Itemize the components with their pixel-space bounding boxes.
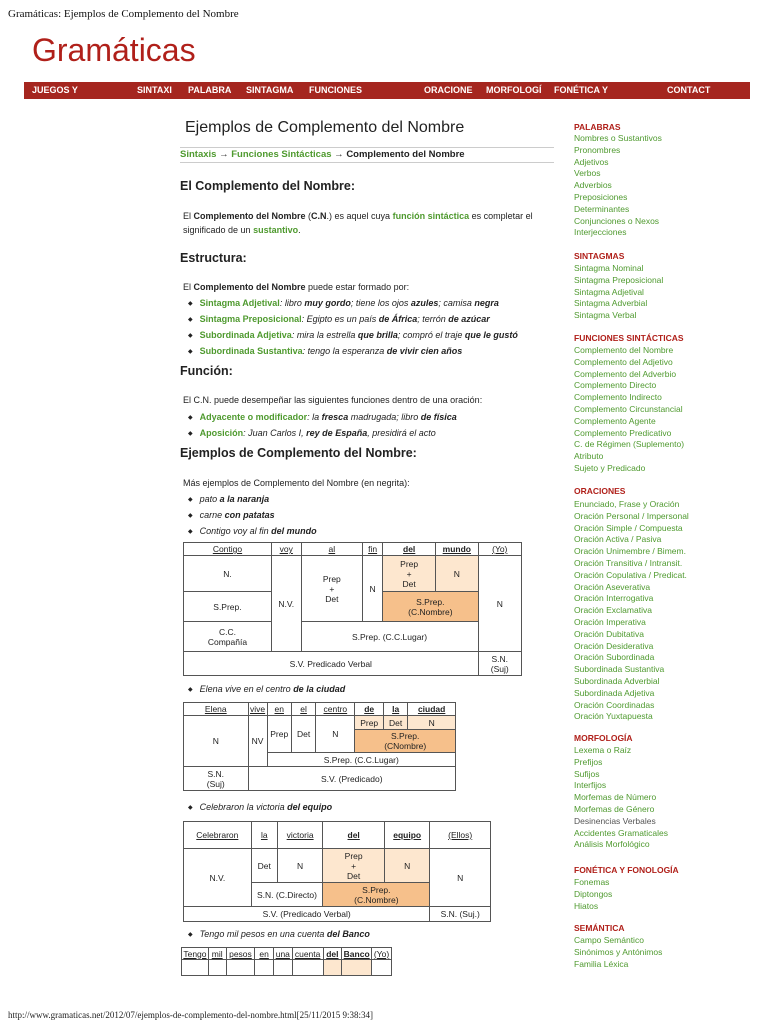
sidebar-heading-palabras: PALABRAS: [574, 122, 621, 132]
word-cell: del: [323, 948, 342, 960]
heading-estructura: Estructura:: [180, 251, 247, 265]
analysis-cell: N: [408, 716, 456, 730]
sidebar-link[interactable]: Oración Activa / Pasiva: [574, 534, 662, 545]
analysis-table-1: [183, 542, 522, 676]
nav-item-juegos[interactable]: JUEGOS Y: [32, 85, 78, 95]
sidebar-link[interactable]: Familia Léxica: [574, 958, 629, 969]
sidebar-link[interactable]: Determinantes: [574, 203, 630, 214]
nav-item-oraciones[interactable]: ORACIONE: [424, 85, 473, 95]
definition-paragraph: [183, 209, 553, 237]
analysis-cell: [342, 960, 372, 976]
text: Contigo voy al fin: [199, 526, 272, 536]
sidebar-link[interactable]: C. de Régimen (Suplemento): [574, 439, 685, 450]
heading-definicion: El Complemento del Nombre:: [180, 179, 356, 193]
text: madrugada; libro: [348, 412, 421, 422]
nav-item-funciones[interactable]: FUNCIONES: [309, 85, 363, 95]
analysis-cell: N: [184, 716, 249, 767]
site-title[interactable]: Gramáticas: [32, 32, 196, 68]
sidebar-link[interactable]: Morfemas de Número: [574, 792, 657, 803]
word-cell: fin: [363, 543, 383, 556]
sidebar-heading-oraciones: ORACIONES: [574, 486, 626, 496]
sidebar-link[interactable]: Diptongos: [574, 888, 613, 899]
sidebar-link[interactable]: Sintagma Adjetival: [574, 286, 644, 297]
sidebar-link[interactable]: Adjetivos: [574, 156, 609, 167]
analysis-cell: N: [363, 556, 383, 622]
sidebar-link[interactable]: Adverbios: [574, 180, 612, 191]
sidebar-heading-funciones: FUNCIONES SINTÁCTICAS: [574, 333, 684, 343]
word-cell: en: [267, 703, 291, 716]
word-cell: (Yo): [372, 948, 392, 960]
analysis-cell: N: [436, 556, 478, 592]
text: Celebraron la victoria: [199, 802, 288, 812]
sidebar-link[interactable]: Oración Exclamativa: [574, 605, 652, 616]
analysis-cell: S.Prep. (C.C.Lugar): [267, 753, 455, 767]
word-cell: del: [323, 822, 385, 849]
analysis-table-4: [181, 947, 392, 976]
text: con patatas: [224, 510, 275, 520]
text: de azúcar: [448, 314, 490, 324]
text: de vivir cien años: [386, 346, 463, 356]
text: pato: [199, 494, 220, 504]
sidebar-link[interactable]: Nombres o Sustantivos: [574, 133, 662, 143]
sidebar-heading-fonetica: FONÉTICA Y FONOLOGÍA: [574, 865, 679, 875]
text: Elena vive en el centro: [199, 684, 294, 694]
sidebar-link[interactable]: Interjecciones: [574, 227, 627, 238]
word-cell: pesos: [226, 948, 255, 960]
text: , presidirá el acto: [367, 428, 436, 438]
text: El: [183, 282, 194, 292]
document-footer-url: http://www.gramaticas.net/2012/07/ejemplos-de-complemento-del-nombre.html[25/11/2015 9:38:34]: [8, 1010, 374, 1020]
text: puede estar formado por:: [305, 282, 410, 292]
word-cell: en: [255, 948, 274, 960]
sidebar-link[interactable]: Oración Dubitativa: [574, 628, 644, 639]
analysis-cell: S.Prep.: [184, 592, 272, 622]
sidebar-link[interactable]: Complemento Indirecto: [574, 392, 662, 403]
sidebar-link[interactable]: Complemento Directo: [574, 380, 657, 391]
sidebar-list-morfologia: [574, 745, 668, 851]
text: a la naranja: [219, 494, 270, 504]
link-sintagma-preposicional[interactable]: Sintagma Preposicional: [199, 314, 302, 324]
sidebar-link[interactable]: Lexema o Raíz: [574, 745, 632, 755]
text: azules: [410, 298, 439, 308]
text: .) es aquel cuya: [326, 211, 393, 221]
word-cell: del: [383, 543, 436, 556]
list-item: [188, 409, 457, 425]
estructura-list: [188, 295, 518, 359]
text: carne: [199, 510, 225, 520]
sidebar-link[interactable]: Verbos: [574, 168, 601, 179]
analysis-table-3: [183, 821, 491, 922]
list-item: [188, 295, 518, 311]
sidebar-link[interactable]: Sintagma Verbal: [574, 310, 637, 321]
sidebar-link[interactable]: Complemento del Adjetivo: [574, 356, 673, 367]
list-item: [188, 343, 518, 359]
sidebar-link[interactable]: Complemento Agente: [574, 415, 656, 426]
word-cell: el: [291, 703, 315, 716]
word-cell: la: [251, 822, 277, 849]
text: ; compró el traje: [397, 330, 465, 340]
word-cell: centro: [316, 703, 355, 716]
analysis-cell: N.V.: [271, 556, 301, 652]
analysis-cell: [273, 960, 292, 976]
sidebar-link[interactable]: Fonemas: [574, 877, 610, 887]
nav-item-contacto[interactable]: CONTACT: [667, 85, 711, 95]
text: : tengo la esperanza: [302, 346, 387, 356]
sidebar-link[interactable]: Subordinada Sustantiva: [574, 664, 665, 675]
sidebar-list-fonetica: [574, 877, 612, 912]
breadcrumb-arrow: →: [331, 149, 347, 160]
sidebar-link[interactable]: Oración Yuxtapuesta: [574, 711, 653, 722]
analysis-cell: N.: [184, 556, 272, 592]
analysis-cell: [255, 960, 274, 976]
sidebar-link[interactable]: Oración Unimembre / Bimem.: [574, 546, 686, 557]
analysis-cell: N.V.: [184, 849, 252, 907]
text: es completar el significado de un: [183, 211, 533, 235]
sidebar-link[interactable]: Oración Interrogativa: [574, 593, 654, 604]
sidebar-heading-semantica: SEMÁNTICA: [574, 923, 625, 933]
sidebar-link[interactable]: Oración Coordinadas: [574, 699, 655, 710]
word-cell: Celebraron: [184, 822, 252, 849]
analysis-cell: S.N. (Suj.): [430, 907, 491, 922]
analysis-cell: Det: [383, 716, 407, 730]
breadcrumb-arrow: →: [216, 149, 232, 160]
breadcrumb-current: Complemento del Nombre: [346, 149, 465, 160]
word-cell: Tengo: [183, 948, 207, 959]
sidebar-link[interactable]: Enunciado, Frase y Oración: [574, 499, 680, 509]
sidebar-link[interactable]: Pronombres: [574, 144, 621, 155]
analysis-cell: [372, 960, 392, 976]
sidebar-list-oraciones: [574, 499, 689, 723]
sidebar-link[interactable]: Oración Aseverativa: [574, 581, 651, 592]
sidebar-link[interactable]: Sujeto y Predicado: [574, 462, 646, 473]
text: del equipo: [287, 802, 333, 812]
analysis-cell: S.Prep. (C.Nombre): [383, 592, 478, 622]
analysis-cell: N: [430, 849, 491, 907]
breadcrumb-sintaxis[interactable]: Sintaxis: [180, 149, 217, 160]
analysis-cell: N: [478, 556, 521, 652]
analysis-cell: [208, 960, 226, 976]
analysis-cell: Prep + Det: [383, 556, 436, 592]
nav-item-sintagmas[interactable]: SINTAGMA: [246, 85, 294, 95]
word-cell: una: [273, 948, 292, 960]
text: : Juan Carlos I,: [243, 428, 307, 438]
text: El: [183, 211, 194, 221]
analysis-cell: [226, 960, 255, 976]
word-cell: Banco: [343, 948, 370, 959]
analysis-cell: S.V. (Predicado): [248, 767, 455, 791]
heading-ejemplos: Ejemplos de Complemento del Nombre:: [180, 446, 417, 460]
sidebar-heading-morfologia: MORFOLOGÍA: [574, 733, 633, 743]
sidebar-link[interactable]: Complemento Predicativo: [574, 427, 672, 438]
link-aposicion[interactable]: Aposición: [199, 428, 244, 438]
analysis-cell: S.Prep. (CNombre): [355, 730, 456, 753]
list-item: [188, 425, 457, 441]
text: que le gustó: [464, 330, 518, 340]
list-item: [188, 523, 317, 539]
sidebar-list-semantica: [574, 935, 662, 970]
analysis-cell: Prep: [355, 716, 384, 730]
ejemplo-3: [188, 799, 332, 815]
text: ; terrón: [417, 314, 449, 324]
text: ; camisa: [438, 298, 475, 308]
document-header: Gramáticas: Ejemplos de Complemento del Nombre: [8, 8, 239, 20]
sidebar-link[interactable]: Sinónimos y Antónimos: [574, 946, 663, 957]
analysis-cell: S.Prep. (C.Nombre): [323, 883, 430, 907]
main-nav: [24, 82, 750, 99]
word-cell: equipo: [384, 822, 429, 849]
text: de física: [420, 412, 457, 422]
funcion-intro: El C.N. puede desempeñar las siguientes funciones dentro de una oración:: [183, 395, 483, 405]
analysis-cell: S.V. Predicado Verbal: [184, 652, 479, 676]
link-sintagma-adjetival[interactable]: Sintagma Adjetival: [199, 298, 280, 308]
sidebar-link[interactable]: Accidentes Gramaticales: [574, 827, 669, 838]
sidebar-link[interactable]: Oración Personal / Impersonal: [574, 510, 689, 521]
nav-item-morfologia[interactable]: MORFOLOGÍ: [486, 85, 542, 95]
list-item: [188, 311, 518, 327]
sidebar-link[interactable]: Oración Imperativa: [574, 616, 646, 627]
sidebar-list-funciones: [574, 345, 684, 475]
list-item: [188, 327, 518, 343]
word-cell: (Yo): [478, 543, 521, 556]
word-cell: de: [355, 703, 384, 716]
sidebar-link[interactable]: Hiatos: [574, 900, 599, 911]
link-adyacente[interactable]: Adyacente o modificador: [199, 412, 308, 422]
sidebar-link[interactable]: Oración Copulativa / Predicat.: [574, 569, 687, 580]
word-cell: victoria: [277, 822, 322, 849]
analysis-cell: NV: [248, 716, 267, 767]
text: rey de España: [306, 428, 368, 438]
text: del Banco: [326, 929, 370, 939]
sidebar-link[interactable]: Subordinada Adverbial: [574, 675, 660, 686]
ejemplo-2: [188, 681, 345, 697]
list-item: [188, 926, 370, 942]
analysis-cell: Prep + Det: [301, 556, 362, 622]
analysis-cell: C.C. Compañía: [184, 622, 272, 652]
word-cell: voy: [271, 543, 301, 556]
analysis-cell: [292, 960, 323, 976]
text: de la ciudad: [293, 684, 346, 694]
sidebar-link[interactable]: Prefijos: [574, 756, 603, 767]
text: negra: [474, 298, 499, 308]
text: C.N: [311, 211, 327, 221]
analysis-cell: Prep: [267, 716, 291, 753]
word-cell: Elena: [184, 703, 249, 716]
sidebar-link[interactable]: Interfijos: [574, 780, 607, 791]
nav-item-sintaxis[interactable]: SINTAXI: [137, 85, 172, 95]
ejemplo-4: [188, 926, 370, 942]
link-sustantivo[interactable]: sustantivo: [253, 225, 299, 235]
ejemplos-list: [188, 491, 317, 539]
text: : Egipto es un país: [301, 314, 379, 324]
sidebar-link[interactable]: Morfemas de Género: [574, 803, 655, 814]
sidebar-link[interactable]: Sintagma Nominal: [574, 263, 644, 273]
text: Complemento del Nombre: [193, 282, 306, 292]
text: : libro: [279, 298, 305, 308]
page-title: Ejemplos de Complemento del Nombre: [185, 119, 465, 136]
link-subordinada-adjetiva[interactable]: Subordinada Adjetiva: [199, 330, 292, 340]
link-funcion-sintactica[interactable]: función sintáctica: [392, 211, 470, 221]
word-cell: Contigo: [184, 543, 272, 556]
text: : mira la estrella: [291, 330, 358, 340]
analysis-cell: S.N. (C.Directo): [251, 883, 323, 907]
analysis-cell: N: [277, 849, 322, 883]
sidebar-link[interactable]: Desinencias Verbales: [574, 815, 656, 826]
breadcrumb: [180, 147, 554, 163]
word-cell: al: [301, 543, 362, 556]
text: : la: [307, 412, 322, 422]
sidebar-list-palabras: [574, 133, 662, 239]
text: del mundo: [271, 526, 317, 536]
sidebar-link[interactable]: Preposiciones: [574, 191, 628, 202]
text: que brilla: [357, 330, 398, 340]
breadcrumb-funciones[interactable]: Funciones Sintácticas: [231, 149, 332, 160]
sidebar-link[interactable]: Conjunciones o Nexos: [574, 215, 660, 226]
analysis-cell: N: [384, 849, 429, 883]
analysis-cell: S.Prep. (C.C.Lugar): [301, 622, 478, 652]
list-item: [188, 507, 317, 523]
funcion-list: [188, 409, 457, 441]
sidebar-link[interactable]: Complemento del Nombre: [574, 345, 674, 355]
list-item: [188, 491, 317, 507]
word-cell: vive: [250, 704, 266, 714]
word-cell: la: [383, 703, 407, 716]
sidebar-heading-sintagmas: SINTAGMAS: [574, 251, 625, 261]
analysis-cell: S.V. (Predicado Verbal): [184, 907, 430, 922]
list-item: [188, 681, 345, 697]
analysis-cell: Det: [251, 849, 277, 883]
nav-item-fonetica[interactable]: FONÉTICA Y: [554, 85, 609, 95]
sidebar-link[interactable]: Campo Semántico: [574, 935, 644, 945]
word-cell: ciudad: [408, 703, 456, 716]
analysis-cell: N: [316, 716, 355, 753]
analysis-cell: S.N. (Suj): [184, 767, 249, 791]
sidebar-link[interactable]: Complemento del Adverbio: [574, 368, 677, 379]
sidebar-link[interactable]: Sintagma Adverbial: [574, 298, 648, 309]
analysis-cell: [182, 960, 209, 976]
link-subordinada-sustantiva[interactable]: Subordinada Sustantiva: [199, 346, 303, 356]
sidebar-link[interactable]: Sintagma Preposicional: [574, 274, 664, 285]
ejemplos-intro: Más ejemplos de Complemento del Nombre (en negrita):: [183, 478, 410, 488]
sidebar-link[interactable]: Oración Simple / Compuesta: [574, 522, 683, 533]
text: fresca: [321, 412, 349, 422]
word-cell: (Ellos): [430, 822, 491, 849]
text: Complemento del Nombre: [193, 211, 306, 221]
sidebar-link[interactable]: Subordinada Adjetiva: [574, 687, 655, 698]
text: muy gordo: [304, 298, 351, 308]
nav-item-palabras[interactable]: PALABRA: [188, 85, 232, 95]
estructura-intro: [183, 280, 409, 294]
analysis-cell: [323, 960, 342, 976]
text: (: [305, 211, 312, 221]
sidebar-link[interactable]: Oración Transitiva / Intransit.: [574, 557, 683, 568]
word-cell: mundo: [436, 543, 478, 556]
analysis-cell: Det: [291, 716, 315, 753]
sidebar-link[interactable]: Oración Subordinada: [574, 652, 655, 663]
text: .: [298, 225, 301, 235]
analysis-table-2: [183, 702, 456, 791]
analysis-cell: S.N. (Suj): [478, 652, 521, 676]
sidebar-list-sintagmas: [574, 263, 663, 322]
analysis-cell: Prep + Det: [323, 849, 385, 883]
sidebar-link[interactable]: Atributo: [574, 451, 604, 462]
word-cell: mil: [208, 948, 226, 960]
sidebar-link[interactable]: Oración Desiderativa: [574, 640, 654, 651]
sidebar-link[interactable]: Sufijos: [574, 768, 600, 779]
text: Tengo mil pesos en una cuenta: [199, 929, 327, 939]
text: de África: [378, 314, 418, 324]
list-item: [188, 799, 332, 815]
sidebar-link[interactable]: Análisis Morfológico: [574, 839, 650, 850]
word-cell: cuenta: [292, 948, 323, 960]
text: ; tiene los ojos: [350, 298, 411, 308]
heading-funcion: Función:: [180, 364, 233, 378]
sidebar-link[interactable]: Complemento Circunstancial: [574, 403, 683, 414]
